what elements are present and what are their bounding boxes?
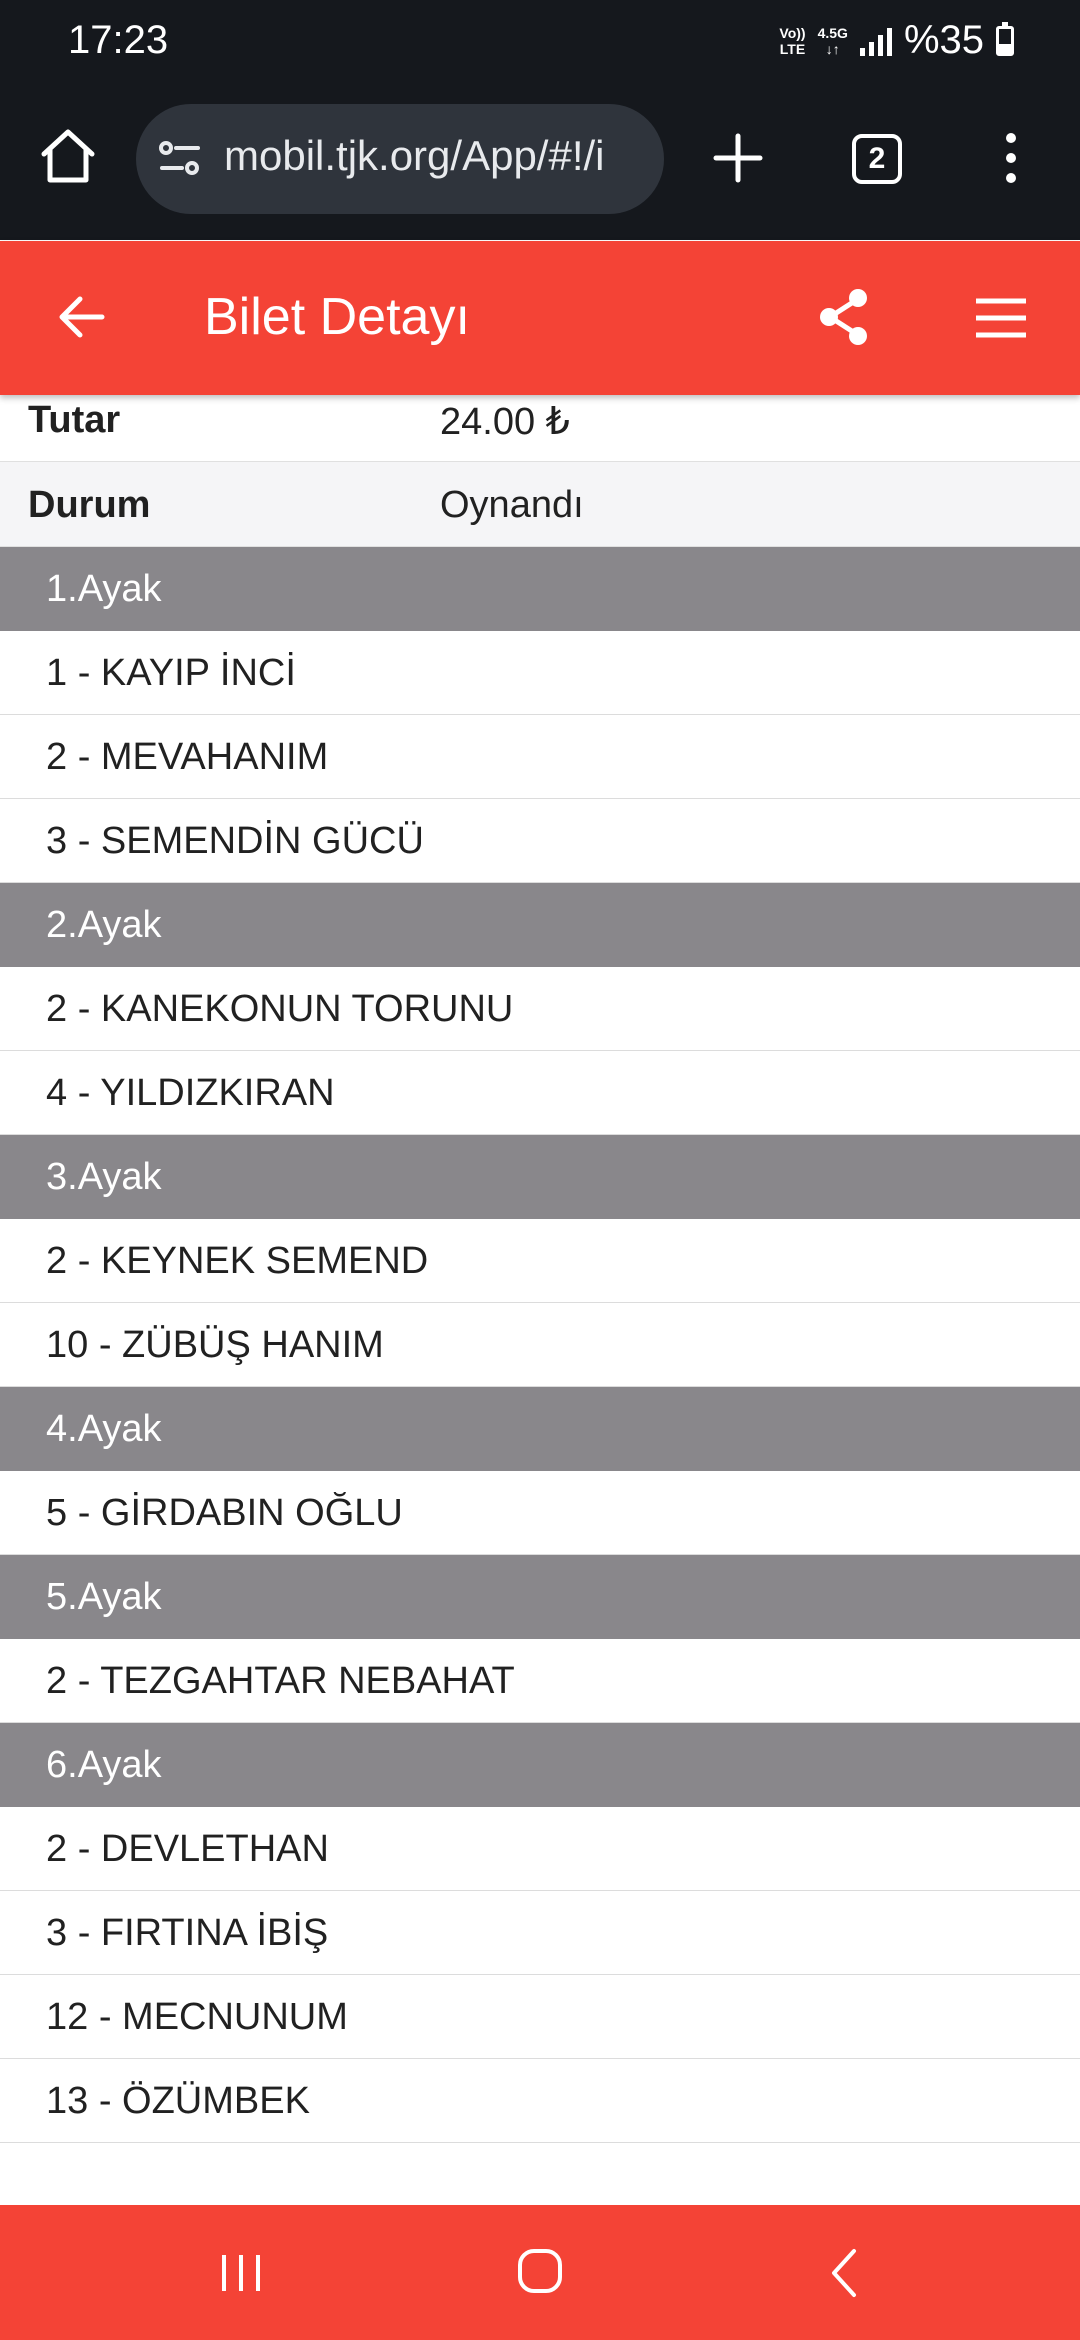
- plus-icon[interactable]: [708, 128, 768, 188]
- lte-label: LTE: [779, 40, 806, 57]
- network-type: [818, 25, 848, 57]
- app-header: [0, 241, 1080, 395]
- amount-label: Tutar: [28, 399, 121, 441]
- horse-row: 2 - KEYNEK SEMEND: [0, 1219, 1080, 1303]
- battery-percent: %35: [903, 18, 984, 62]
- nav-back-icon[interactable]: [826, 2247, 862, 2299]
- more-vert-icon[interactable]: [996, 128, 1026, 188]
- volte-label: Vo)): [779, 24, 806, 41]
- leg-header: 1.Ayak: [0, 547, 1080, 631]
- horse-row: 13 - ÖZÜMBEK: [0, 2059, 1080, 2143]
- amount-value: 24.00 ₺: [440, 401, 570, 443]
- battery-level: [999, 44, 1011, 52]
- status-value: Oynandı: [440, 484, 584, 526]
- network-label: 4.5G: [817, 24, 848, 41]
- leg-section-4: [0, 1387, 1080, 1555]
- horse-row: 2 - MEVAHANIM: [0, 715, 1080, 799]
- address-bar[interactable]: [136, 104, 664, 214]
- horse-row: 5 - GİRDABIN OĞLU: [0, 1471, 1080, 1555]
- nav-home-icon[interactable]: [516, 2247, 564, 2295]
- leg-header: 3.Ayak: [0, 1135, 1080, 1219]
- signal-icon: [860, 26, 892, 56]
- share-icon[interactable]: [812, 285, 876, 349]
- volte-badge: [779, 25, 805, 57]
- leg-section-2: [0, 883, 1080, 1135]
- horse-row: 10 - ZÜBÜŞ HANIM: [0, 1303, 1080, 1387]
- leg-header: 6.Ayak: [0, 1723, 1080, 1807]
- info-row-amount: [0, 395, 1080, 462]
- status-bar: [0, 0, 1080, 84]
- tab-switcher-icon[interactable]: 2: [852, 134, 902, 184]
- url-text[interactable]: mobil.tjk.org/App/#!/i: [224, 132, 605, 179]
- horse-row: 2 - TEZGAHTAR NEBAHAT: [0, 1639, 1080, 1723]
- leg-section-5: [0, 1555, 1080, 1723]
- system-nav-bar: [0, 2205, 1080, 2340]
- arrow-back-icon[interactable]: [52, 287, 112, 347]
- info-row-status: [0, 462, 1080, 547]
- data-arrows-icon: ↓↑: [825, 40, 840, 57]
- site-settings-icon[interactable]: [154, 132, 208, 186]
- leg-header: 5.Ayak: [0, 1555, 1080, 1639]
- horse-row: 12 - MECNUNUM: [0, 1975, 1080, 2059]
- battery-icon: [996, 26, 1014, 56]
- recent-apps-icon[interactable]: [218, 2251, 264, 2295]
- leg-header: 4.Ayak: [0, 1387, 1080, 1471]
- horse-row: 2 - KANEKONUN TORUNU: [0, 967, 1080, 1051]
- status-indicators: [779, 18, 1014, 63]
- leg-section-3: [0, 1135, 1080, 1387]
- horse-row: 3 - SEMENDİN GÜCÜ: [0, 799, 1080, 883]
- hamburger-menu-icon[interactable]: [972, 293, 1030, 343]
- browser-toolbar: [0, 84, 1080, 240]
- ticket-details: [0, 395, 1080, 2143]
- horse-row: 4 - YILDIZKIRAN: [0, 1051, 1080, 1135]
- leg-section-6: [0, 1723, 1080, 2143]
- horse-row: 1 - KAYIP İNCİ: [0, 631, 1080, 715]
- status-label: Durum: [28, 484, 151, 526]
- horse-row: 2 - DEVLETHAN: [0, 1807, 1080, 1891]
- page-title: Bilet Detayı: [204, 288, 470, 346]
- leg-header: 2.Ayak: [0, 883, 1080, 967]
- home-icon[interactable]: [36, 124, 100, 188]
- leg-section-1: [0, 547, 1080, 883]
- horse-row: 3 - FIRTINA İBİŞ: [0, 1891, 1080, 1975]
- status-time: 17:23: [68, 18, 169, 62]
